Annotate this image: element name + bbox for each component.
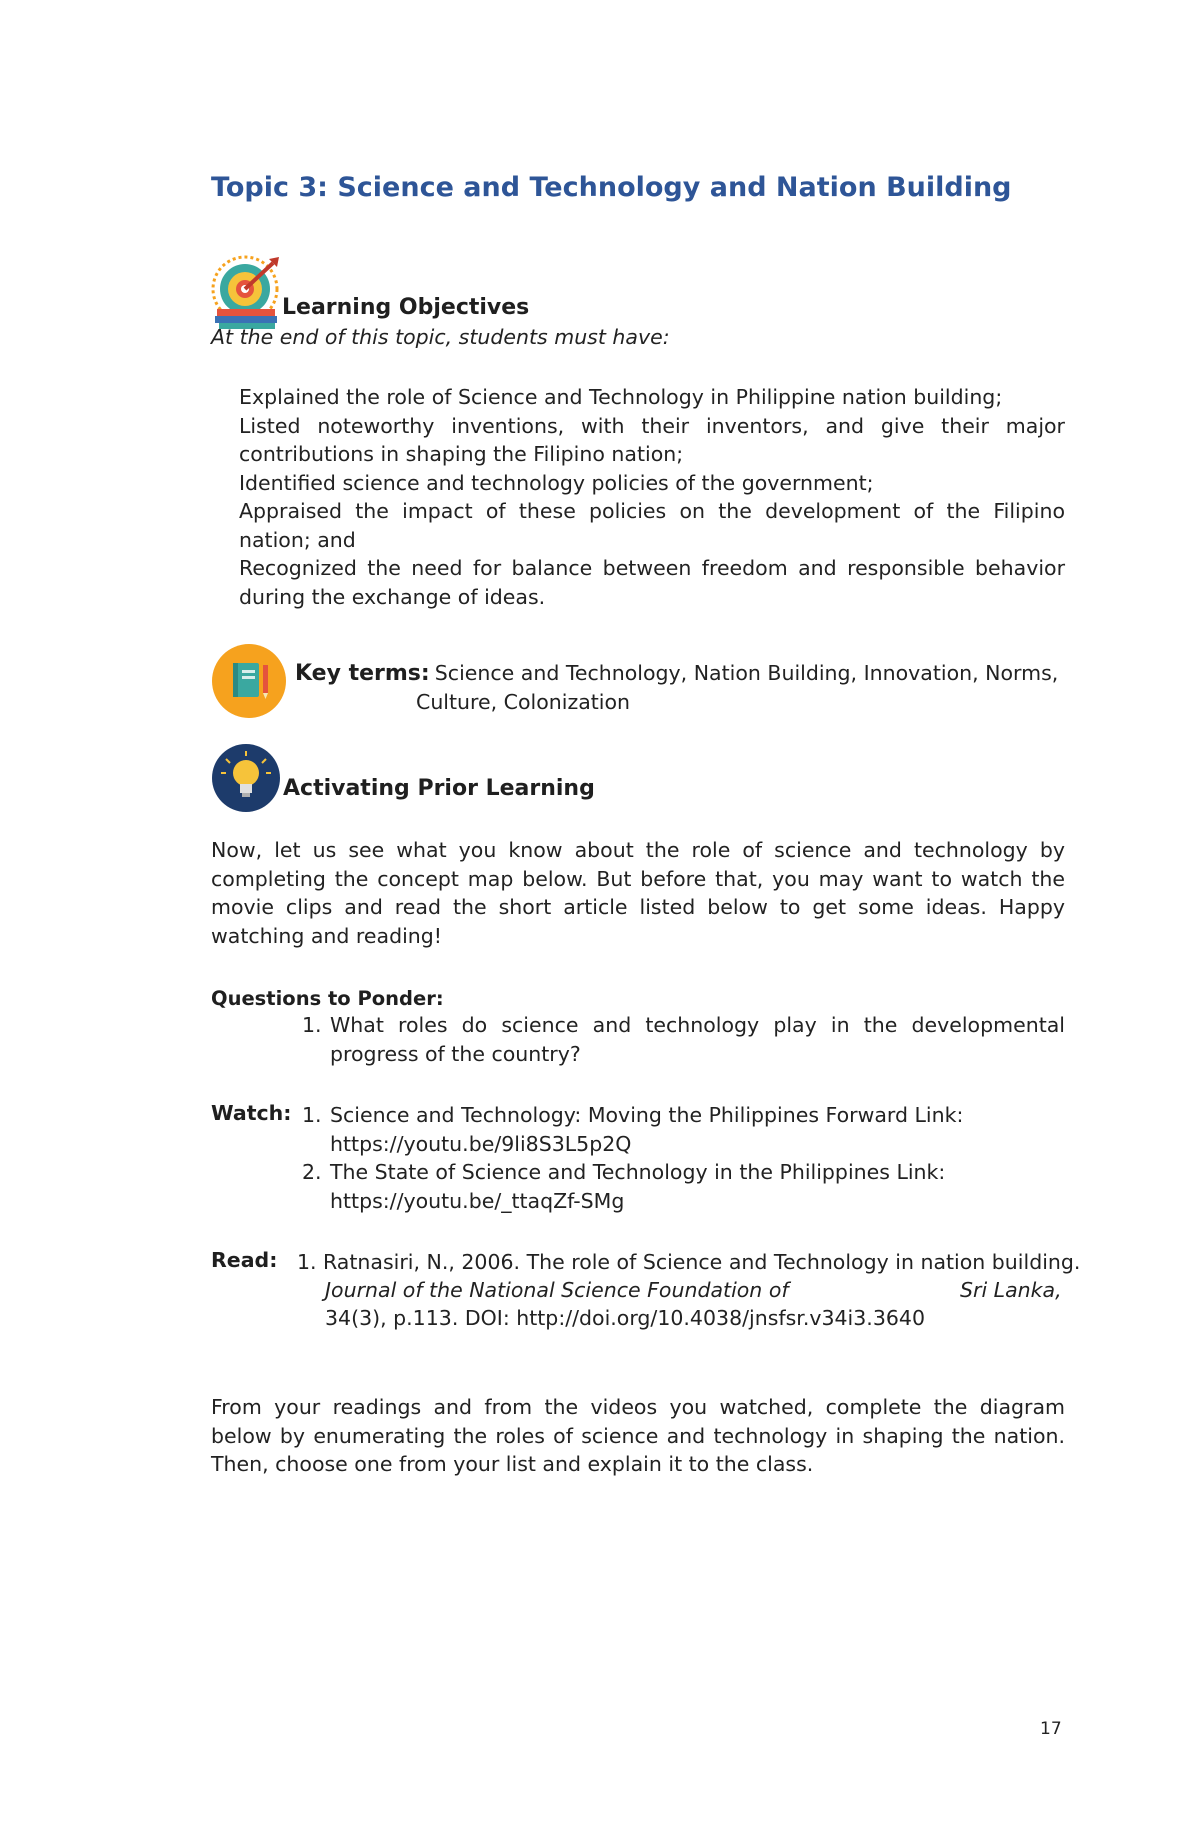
list-item: 2. The State of Science and Technology in the Philippines Link: https://youtu.be/_ttaqZf-SMg [302,1160,946,1213]
activating-paragraph: Now, let us see what you know about the role of science and technology by completing the concept map below. But before that, you may want to watch the movie clips and read the short article listed below to get some ideas. Happy watching and reading! [211,838,1065,948]
watch-label: Watch: [211,1101,292,1125]
notebook-icon [211,643,287,719]
doi-link[interactable]: 34(3), p.113. DOI: http://doi.org/10.4038/jnsfsr.v34i3.3640 [325,1306,925,1330]
learning-objectives-heading: Learning Objectives [282,295,530,320]
key-terms-value: Science and Technology, Nation Building, Innovation, Norms, [434,661,1059,685]
target-icon [211,255,287,331]
video-link[interactable]: https://youtu.be/9li8S3L5p2Q [330,1131,632,1156]
questions-list [302,1011,1065,1068]
video-link[interactable]: https://youtu.be/_ttaqZf-SMg [330,1188,625,1213]
list-item: Identified science and technology policies of the government; [239,470,874,495]
watch-list [302,1101,1065,1215]
read-label: Read: [211,1248,278,1272]
key-terms-label: Key terms: [295,661,430,686]
objectives-list [239,383,1065,611]
list-item: Appraised the impact of these policies on the development of the Filipino nation; and [239,499,1065,552]
objectives-intro: At the end of this topic, students must have: [211,325,670,349]
list-item: 1. Science and Technology: Moving the Philippines Forward Link: https://youtu.be/9li8S3L5p2Q [302,1103,964,1156]
list-item: Recognized the need for balance between freedom and responsible behavior during the exchange of ideas. [239,556,1065,609]
key-terms-row [295,661,1065,686]
questions-heading: Questions to Ponder: [211,987,444,1010]
lightbulb-icon [211,743,287,819]
key-terms-value-cont: Culture, Colonization [416,690,631,714]
read-journal-end: Sri Lanka, [960,1278,1062,1302]
list-item: Explained the role of Science and Technology in Philippine nation building; [239,385,1003,409]
read-number: 1. [297,1250,317,1274]
read-citation: Ratnasiri, N., 2006. The role of Science and Technology in nation building. [323,1250,1081,1274]
activating-heading: Activating Prior Learning [283,776,595,801]
page-number: 17 [1040,1719,1062,1739]
list-item: 1. What roles do science and technology play in the developmental progress of the country? [302,1013,1065,1066]
page-title: Topic 3: Science and Technology and Nation Building [211,172,1012,203]
read-journal: Journal of the National Science Foundation of [325,1278,789,1302]
list-item: Listed noteworthy inventions, with their inventors, and give their major contributions in shaping the Filipino nation; [239,413,1065,466]
closing-paragraph: From your readings and from the videos you watched, complete the diagram below by enumerating the roles of science and technology in shaping the nation. Then, choose one from your list and explain it to the class. [211,1395,1065,1476]
